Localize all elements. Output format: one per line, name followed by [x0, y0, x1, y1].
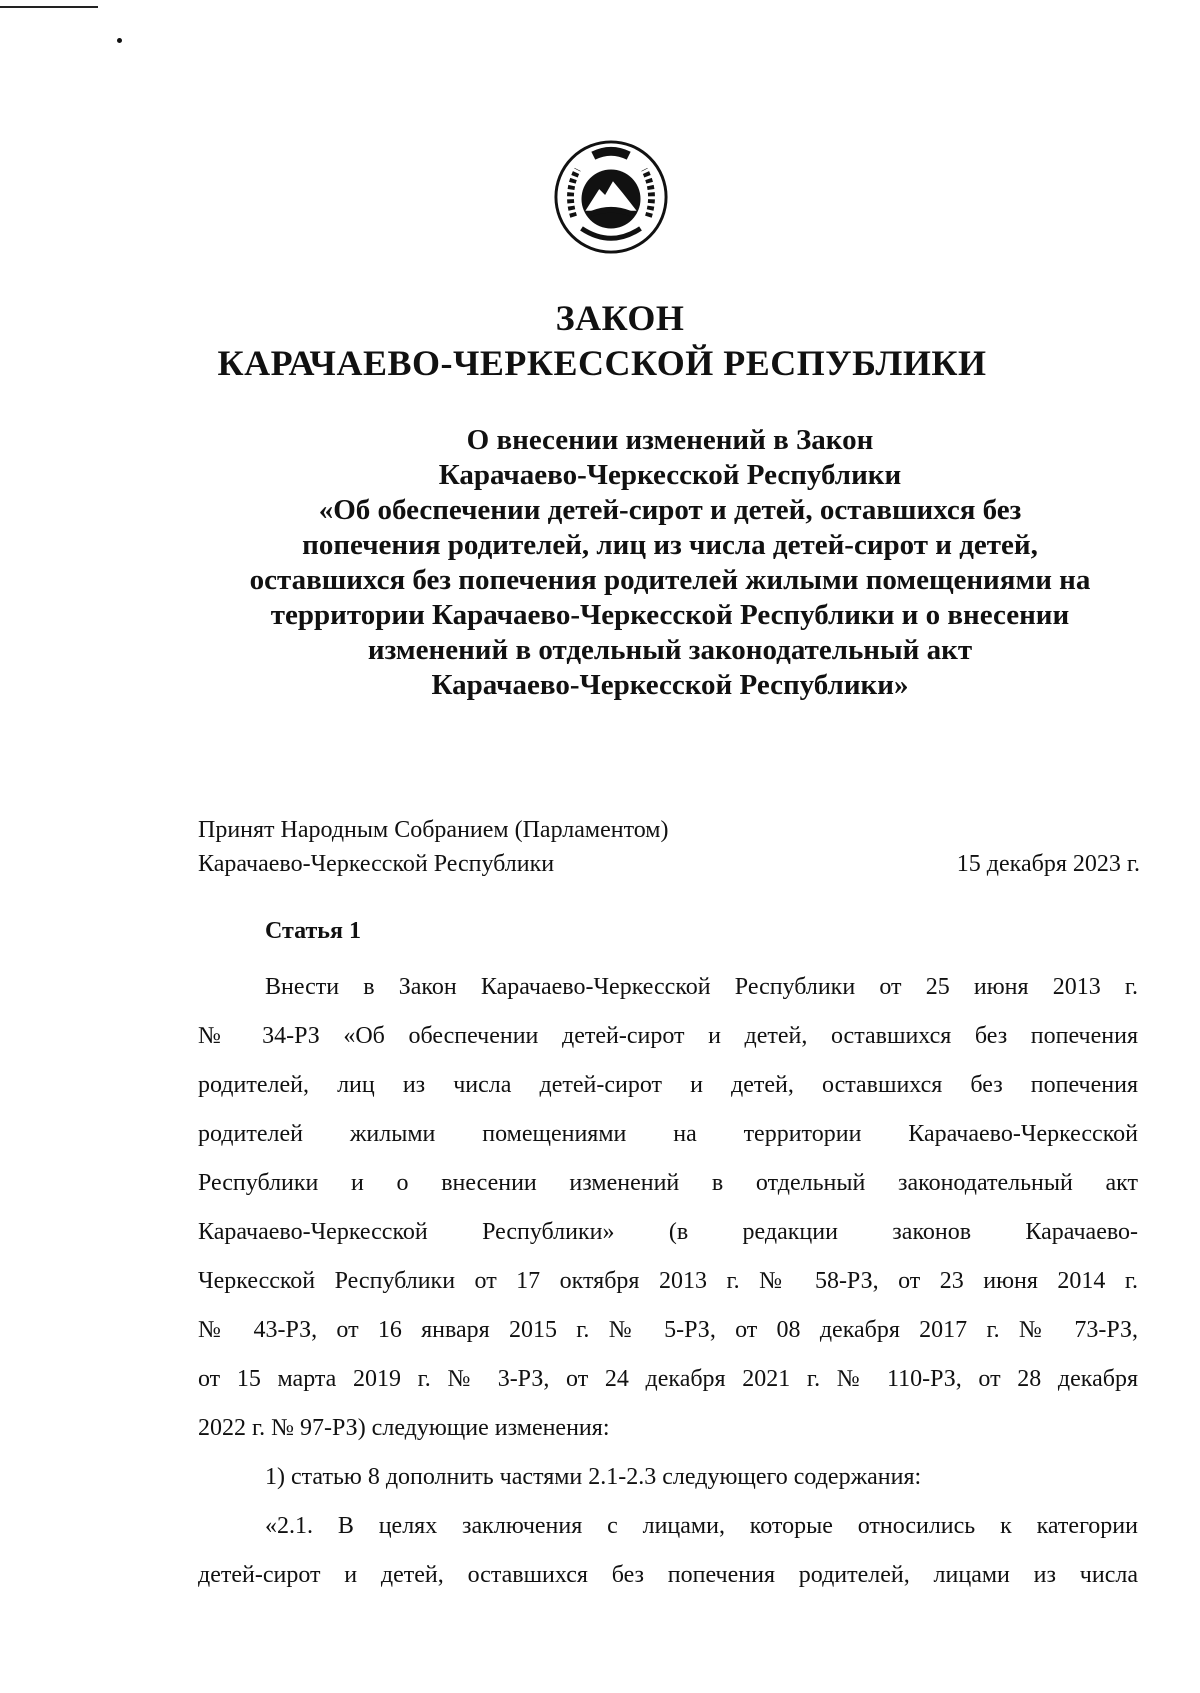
law-subject: [190, 423, 1150, 703]
paragraph-line: Внести в Закон Карачаево-Черкесской Республики от 25 июня 2013 г.: [265, 974, 1138, 1000]
paragraph-line: родителей, лиц из числа детей-сирот и детей, оставшихся без попечения: [198, 1072, 1138, 1098]
adoption-date: 15 декабря 2023 г.: [956, 851, 1140, 877]
adoption-body-line: Принят Народным Собранием (Парламентом): [198, 817, 669, 843]
paragraph-line: № 34-РЗ «Об обеспечении детей-сирот и детей, оставшихся без попечения: [198, 1023, 1138, 1049]
subject-line: территории Карачаево-Черкесской Республики и о внесении: [270, 599, 1070, 631]
article-body: [198, 963, 1138, 1600]
paragraph-line: детей-сирот и детей, оставшихся без попечения родителей, лицами из числа: [198, 1562, 1138, 1588]
subject-line: Карачаево-Черкесской Республики»: [431, 669, 909, 701]
paragraph-line: родителей жилыми помещениями на территории Карачаево-Черкесской: [198, 1121, 1138, 1147]
paragraph-line: Черкесской Республики от 17 октября 2013 г. № 58-РЗ, от 23 июня 2014 г.: [198, 1268, 1138, 1294]
subject-line: оставшихся без попечения родителей жилыми помещениями на: [249, 564, 1091, 596]
subject-line: О внесении изменений в Закон: [466, 424, 874, 456]
paragraph-line: от 15 марта 2019 г. № 3-РЗ, от 24 декабря 2021 г. № 110-РЗ, от 28 декабря: [198, 1366, 1138, 1392]
paragraph-line: Республики и о внесении изменений в отдельный законодательный акт: [198, 1170, 1138, 1196]
paragraph-line: Карачаево-Черкесской Республики» (в редакции законов Карачаево-: [198, 1219, 1138, 1245]
scan-artifact-dot: [117, 38, 122, 43]
paragraph-line: 2022 г. № 97-РЗ) следующие изменения:: [198, 1415, 610, 1441]
subject-line: Карачаево-Черкесской Республики: [438, 459, 902, 491]
paragraph-line: «2.1. В целях заключения с лицами, которые относились к категории: [265, 1513, 1138, 1539]
scan-artifact-line: [0, 6, 98, 8]
subject-line: попечения родителей, лиц из числа детей-сирот и детей,: [302, 529, 1038, 561]
amendment-item: 1) статью 8 дополнить частями 2.1-2.3 следующего содержания:: [265, 1464, 922, 1490]
subject-line: «Об обеспечении детей-сирот и детей, оставшихся без: [318, 494, 1022, 526]
article-title: Статья 1: [265, 918, 361, 944]
subject-line: изменений в отдельный законодательный акт: [367, 634, 973, 666]
law-title-republic: КАРАЧАЕВО-ЧЕРКЕССКОЙ РЕСПУБЛИКИ: [217, 343, 987, 383]
law-title-word: ЗАКОН: [555, 298, 685, 338]
coat-of-arms-icon: [552, 138, 670, 256]
adoption-republic-line: Карачаево-Черкесской Республики: [198, 851, 555, 877]
paragraph-line: № 43-РЗ, от 16 января 2015 г. № 5-РЗ, от 08 декабря 2017 г. № 73-РЗ,: [198, 1317, 1138, 1343]
